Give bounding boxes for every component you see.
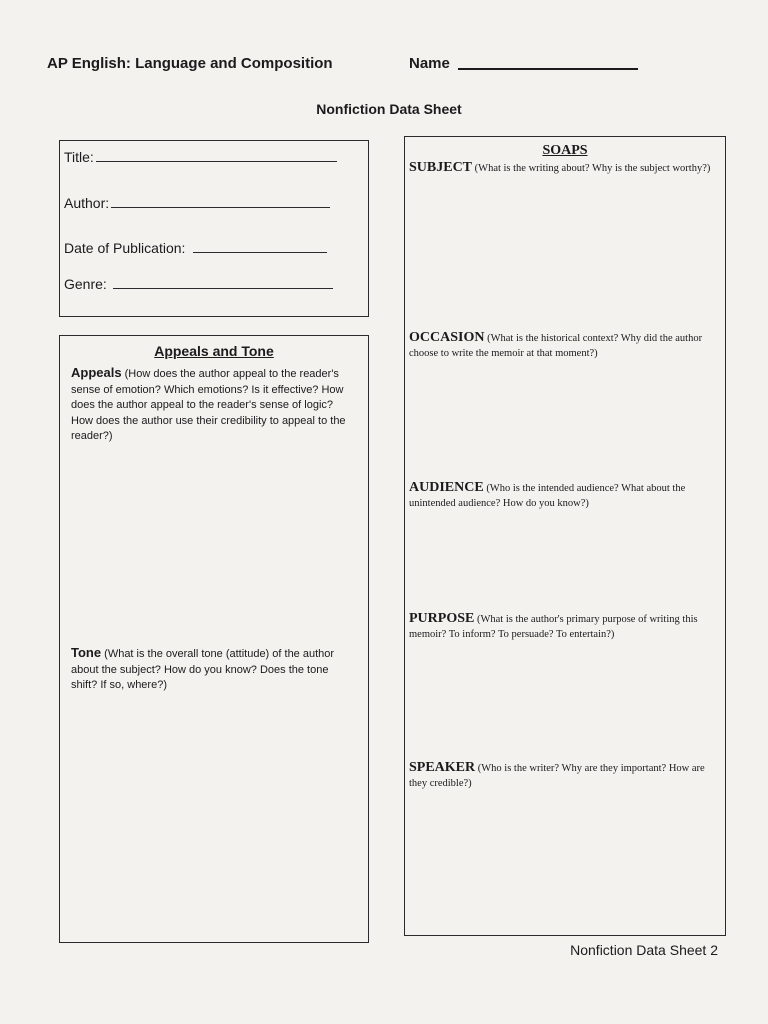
- tone-prompt: [71, 645, 347, 694]
- date-blank-line[interactable]: [193, 251, 327, 253]
- work-info-box: [59, 140, 369, 317]
- soaps-subject: [409, 160, 723, 176]
- speaker-question: (Who is the writer? Why are they important? How are they credible?): [409, 763, 705, 789]
- date-row: [64, 240, 327, 256]
- audience-term: AUDIENCE: [409, 480, 484, 495]
- genre-blank-line[interactable]: [113, 287, 333, 289]
- title-label: Title:: [64, 149, 94, 165]
- audience-question: (Who is the intended audience? What about the unintended audience? How do you know?): [409, 483, 686, 509]
- subject-question: (What is the writing about? Why is the subject worthy?): [472, 163, 711, 174]
- soaps-speaker: [409, 760, 723, 791]
- appeals-tone-box: [59, 335, 369, 943]
- title-blank-line[interactable]: [96, 160, 337, 162]
- course-title: AP English: Language and Composition: [47, 55, 333, 72]
- soaps-occasion: [409, 330, 723, 361]
- purpose-question: (What is the author's primary purpose of writing this memoir? To inform? To persuade? To entertain?): [409, 614, 698, 640]
- name-label: Name: [409, 55, 450, 72]
- purpose-term: PURPOSE: [409, 611, 475, 626]
- appeals-tone-heading: Appeals and Tone: [154, 343, 274, 359]
- name-blank-line[interactable]: [458, 68, 638, 70]
- soaps-purpose: [409, 611, 723, 642]
- appeals-prompt: [71, 365, 347, 445]
- title-row: [64, 149, 337, 165]
- author-blank-line[interactable]: [111, 206, 330, 208]
- page-title: Nonfiction Data Sheet: [316, 101, 462, 117]
- author-label: Author:: [64, 195, 110, 211]
- soaps-audience: [409, 480, 723, 511]
- speaker-term: SPEAKER: [409, 760, 476, 775]
- genre-label: Genre:: [64, 276, 107, 292]
- author-row: [64, 195, 330, 211]
- occasion-question: (What is the historical context? Why did the author choose to write the memoir at that moment?): [409, 333, 703, 359]
- date-label: Date of Publication:: [64, 240, 186, 256]
- appeals-term: Appeals: [71, 365, 122, 380]
- page-footer: Nonfiction Data Sheet 2: [570, 942, 718, 958]
- soaps-heading: SOAPS: [542, 143, 588, 158]
- occasion-term: OCCASION: [409, 330, 485, 345]
- subject-term: SUBJECT: [409, 160, 473, 175]
- tone-term: Tone: [71, 645, 102, 660]
- appeals-question: (How does the author appeal to the reader's sense of emotion? Which emotions? Is it effective? How does the author appeal to the reader's sense of logic? How does the author use their credibility to appeal to the reader?): [71, 368, 346, 442]
- soaps-box: [404, 136, 726, 936]
- tone-question: (What is the overall tone (attitude) of the author about the subject? How do you know? Does the tone shift? If so, where?): [71, 648, 335, 691]
- genre-row: [64, 276, 333, 292]
